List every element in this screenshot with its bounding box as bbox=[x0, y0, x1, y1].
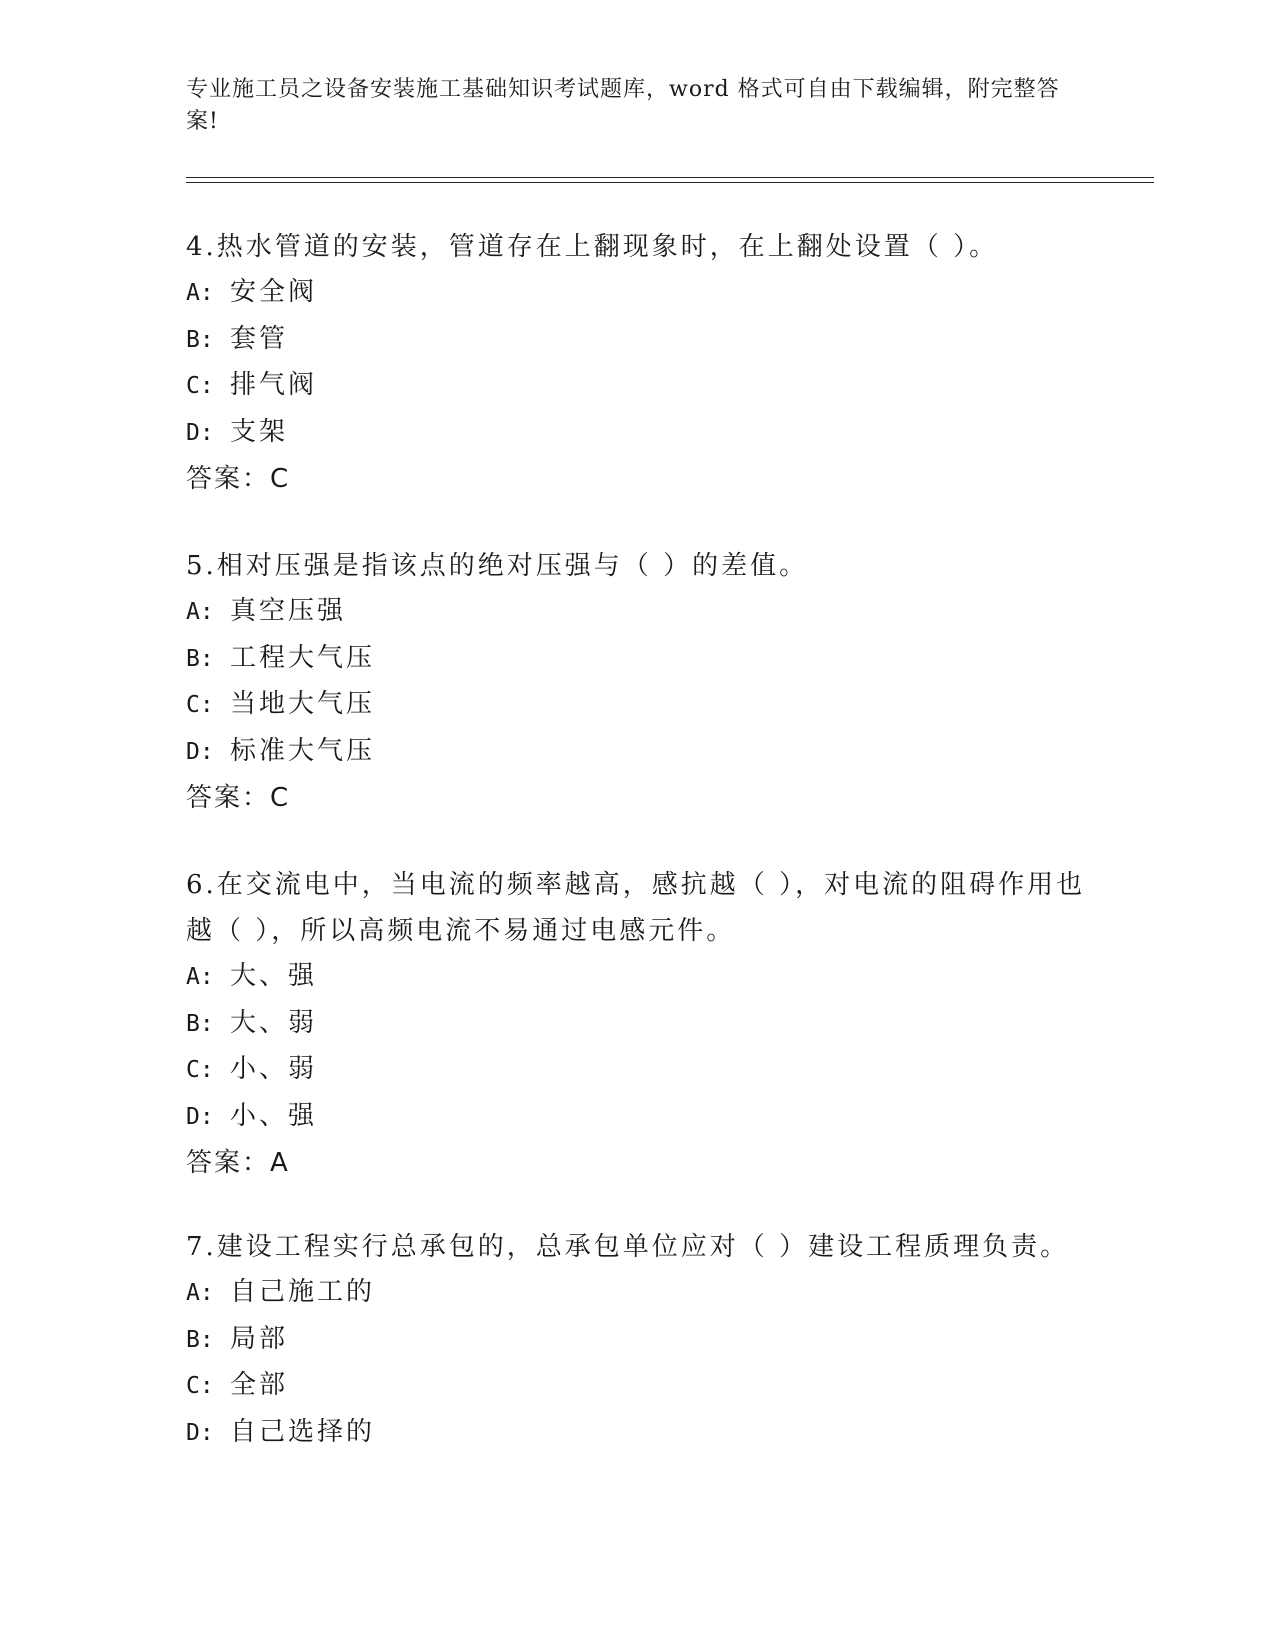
option-a bbox=[186, 589, 1086, 636]
option-label: A: bbox=[186, 280, 214, 306]
option-label: C: bbox=[186, 1057, 214, 1083]
option-text: 支架 bbox=[230, 416, 289, 447]
option-c bbox=[186, 682, 1086, 729]
option-text: 当地大气压 bbox=[230, 689, 376, 719]
option-text: 全部 bbox=[230, 1370, 289, 1400]
option-text: 自己选择的 bbox=[230, 1416, 376, 1447]
option-text: 套管 bbox=[230, 323, 289, 354]
option-b bbox=[186, 636, 1086, 683]
option-c bbox=[186, 1363, 1086, 1410]
question-6 bbox=[186, 862, 1086, 1186]
option-label: C: bbox=[186, 373, 214, 399]
option-d bbox=[186, 410, 1086, 457]
question-stem: 4.热水管道的安装，管道存在上翻现象时，在上翻处设置（ ）。 bbox=[186, 232, 999, 262]
option-text: 小、强 bbox=[230, 1100, 318, 1131]
question-5 bbox=[186, 543, 1086, 821]
option-text: 标准大气压 bbox=[230, 735, 376, 766]
answer-line: 答案：C bbox=[186, 464, 291, 494]
option-d bbox=[186, 1410, 1086, 1457]
answer-line: 答案：A bbox=[186, 1148, 290, 1178]
option-b bbox=[186, 1001, 1086, 1048]
option-text: 自己施工的 bbox=[230, 1277, 376, 1307]
option-label: C: bbox=[186, 1373, 214, 1399]
option-label: C: bbox=[186, 692, 214, 718]
option-label: A: bbox=[186, 964, 214, 990]
answer-line: 答案：C bbox=[186, 783, 291, 813]
option-label: B: bbox=[186, 326, 214, 353]
option-label: B: bbox=[186, 1010, 214, 1037]
option-a bbox=[186, 1270, 1086, 1317]
option-c bbox=[186, 1047, 1086, 1094]
option-label: A: bbox=[186, 599, 214, 625]
option-text: 工程大气压 bbox=[230, 642, 376, 673]
question-stem: 5.相对压强是指该点的绝对压强与（ ）的差值。 bbox=[186, 551, 809, 581]
question-stem: 6.在交流电中，当电流的频率越高，感抗越（ ），对电流的阻碍作用也越（ ），所以高频电流不易通过电感元件。 bbox=[186, 870, 1086, 946]
option-text: 排气阀 bbox=[230, 370, 318, 400]
header-rule-bottom bbox=[186, 182, 1154, 183]
option-d bbox=[186, 729, 1086, 776]
option-label: D: bbox=[186, 419, 214, 446]
option-b bbox=[186, 1317, 1086, 1364]
option-text: 安全阀 bbox=[230, 277, 318, 307]
question-7 bbox=[186, 1224, 1086, 1456]
option-label: D: bbox=[186, 1419, 214, 1446]
option-d bbox=[186, 1094, 1086, 1141]
option-a bbox=[186, 270, 1086, 317]
option-label: D: bbox=[186, 738, 214, 765]
option-c bbox=[186, 363, 1086, 410]
option-label: B: bbox=[186, 1326, 214, 1353]
option-b bbox=[186, 317, 1086, 364]
option-a bbox=[186, 954, 1086, 1001]
option-label: B: bbox=[186, 645, 214, 672]
question-stem: 7.建设工程实行总承包的，总承包单位应对（ ）建设工程质理负责。 bbox=[186, 1232, 1070, 1262]
option-text: 大、强 bbox=[230, 961, 318, 991]
option-text: 小、弱 bbox=[230, 1054, 318, 1084]
header-rule-top bbox=[186, 177, 1154, 178]
option-text: 大、弱 bbox=[230, 1007, 318, 1038]
option-text: 局部 bbox=[230, 1323, 289, 1354]
option-label: A: bbox=[186, 1280, 214, 1306]
question-4 bbox=[186, 224, 1086, 502]
document-header: 专业施工员之设备安装施工基础知识考试题库，word 格式可自由下载编辑，附完整答案! bbox=[186, 77, 1060, 134]
option-text: 真空压强 bbox=[230, 596, 347, 626]
option-label: D: bbox=[186, 1103, 214, 1130]
